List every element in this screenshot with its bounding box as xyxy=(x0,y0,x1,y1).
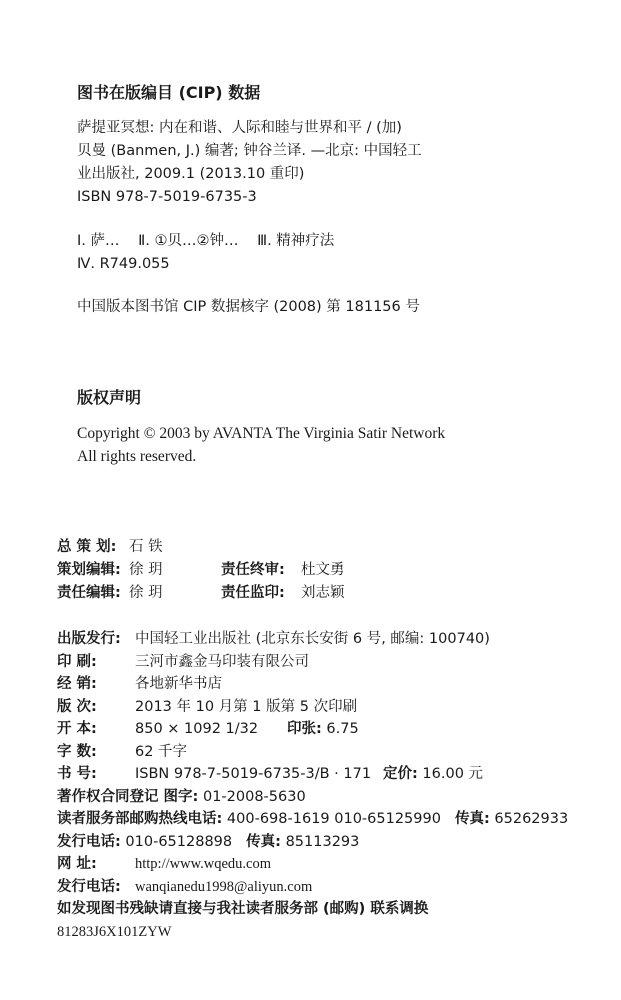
cip-isbn: ISBN 978-7-5019-6735-3 xyxy=(77,189,257,205)
pub-label: 开 本: xyxy=(57,721,97,737)
pub-value: 850 × 1092 1/32 xyxy=(135,721,259,737)
contract-value: 01-2008-5630 xyxy=(202,788,306,805)
pub-value: 62 千字 xyxy=(135,743,188,760)
staff-row xyxy=(57,582,621,605)
copyright-title: 版权声明 xyxy=(77,388,142,407)
staff-label: 责任监印: xyxy=(221,585,285,601)
pub-label: 字 数: xyxy=(57,743,97,760)
web-label: 网 址: xyxy=(57,856,97,872)
pub-value: 三河市鑫金马印装有限公司 xyxy=(135,653,309,670)
email-row xyxy=(57,876,621,899)
reader-service-row xyxy=(57,808,621,831)
publishing-info xyxy=(57,628,621,943)
copyright-line: Copyright © 2003 by AVANTA The Virginia Satir Network xyxy=(77,425,446,442)
cip-check-line: 中国版本图书馆 CIP 数据核字 (2008) 第 181156 号 xyxy=(77,299,420,315)
pub-label: 版 次: xyxy=(57,698,97,715)
staff-value: 石 铁 xyxy=(129,539,163,555)
price-label: 定价: xyxy=(383,766,418,782)
pub-label: 经 销: xyxy=(57,676,97,692)
wordcount-row xyxy=(57,741,621,764)
staff-label: 责任编辑: xyxy=(57,585,121,601)
notice-line: 如发现图书残缺请直接与我社读者服务部 (邮购) 联系调换 xyxy=(57,901,429,917)
dist-label: 发行电话: xyxy=(57,833,121,850)
sheets-value: 6.75 xyxy=(326,721,359,737)
rights-line: All rights reserved. xyxy=(77,448,197,465)
classification-line-1 xyxy=(77,230,621,253)
sheets-label: 印张: xyxy=(287,721,322,737)
dist-fax-label: 传真: xyxy=(246,833,281,850)
classification-item: Ⅱ. ①贝…②钟… xyxy=(138,233,239,249)
pub-label: 出版发行: xyxy=(57,631,121,647)
dist-value: 010-65128898 xyxy=(125,833,233,850)
cip-title: 图书在版编目 (CIP) 数据 xyxy=(77,83,261,102)
staff-credits xyxy=(57,536,621,605)
edition-row xyxy=(57,696,621,719)
copyright-section xyxy=(77,385,621,468)
website-row xyxy=(57,853,621,876)
staff-value: 徐 玥 xyxy=(129,562,163,578)
staff-value: 刘志颖 xyxy=(301,585,345,601)
contract-row xyxy=(57,786,621,809)
distribution-phone-row xyxy=(57,831,621,854)
cip-line-2: 贝曼 (Banmen, J.) 编著; 钟谷兰译. —北京: 中国轻工 xyxy=(77,143,422,159)
staff-label: 总 策 划: xyxy=(57,539,117,555)
pub-value: ISBN 978-7-5019-6735-3/B · 171 xyxy=(135,766,372,782)
distributor-row xyxy=(57,673,621,696)
publisher-row xyxy=(57,628,621,651)
cip-line-1: 萨提亚冥想: 内在和谐、人际和睦与世界和平 / (加) xyxy=(77,120,402,136)
email-value: wanqianedu1998@aliyun.com xyxy=(135,878,313,895)
cip-classification xyxy=(77,230,621,276)
cip-section xyxy=(77,80,621,209)
classification-line-2: Ⅳ. R749.055 xyxy=(77,256,170,272)
cip-line-3: 业出版社, 2009.1 (2013.10 重印) xyxy=(77,166,305,182)
staff-value: 徐 玥 xyxy=(129,585,163,601)
print-code: 81283J6X101ZYW xyxy=(57,923,172,940)
cip-body xyxy=(77,117,621,209)
service-label: 读者服务部邮购热线电话: xyxy=(57,811,223,827)
isbn-row xyxy=(57,763,621,786)
classification-item: Ⅰ. 萨… xyxy=(77,233,120,249)
format-row xyxy=(57,718,621,741)
web-value: http://www.wqedu.com xyxy=(135,856,271,872)
staff-value: 杜文勇 xyxy=(301,562,345,578)
pub-value: 2013 年 10 月第 1 版第 5 次印刷 xyxy=(135,698,358,715)
printer-row xyxy=(57,651,621,674)
pub-label: 书 号: xyxy=(57,766,97,782)
staff-label: 策划编辑: xyxy=(57,562,121,578)
pub-label: 印 刷: xyxy=(57,653,97,670)
dist-fax-value: 85113293 xyxy=(285,833,360,850)
pub-value: 中国轻工业出版社 (北京东长安街 6 号, 邮编: 100740) xyxy=(135,631,490,647)
service-fax-label: 传真: xyxy=(454,811,490,827)
service-fax-value: 65262933 xyxy=(494,811,569,827)
staff-label: 责任终审: xyxy=(221,562,285,578)
email-label: 发行电话: xyxy=(57,878,121,895)
service-value: 400-698-1619 010-65125990 xyxy=(226,811,441,827)
classification-item: Ⅲ. 精神疗法 xyxy=(257,233,335,249)
staff-row xyxy=(57,559,621,582)
staff-row xyxy=(57,536,621,559)
contract-label: 著作权合同登记 图字: xyxy=(57,788,199,805)
pub-value: 各地新华书店 xyxy=(135,676,222,692)
cip-check-number xyxy=(77,296,621,319)
price-value: 16.00 元 xyxy=(422,766,484,782)
